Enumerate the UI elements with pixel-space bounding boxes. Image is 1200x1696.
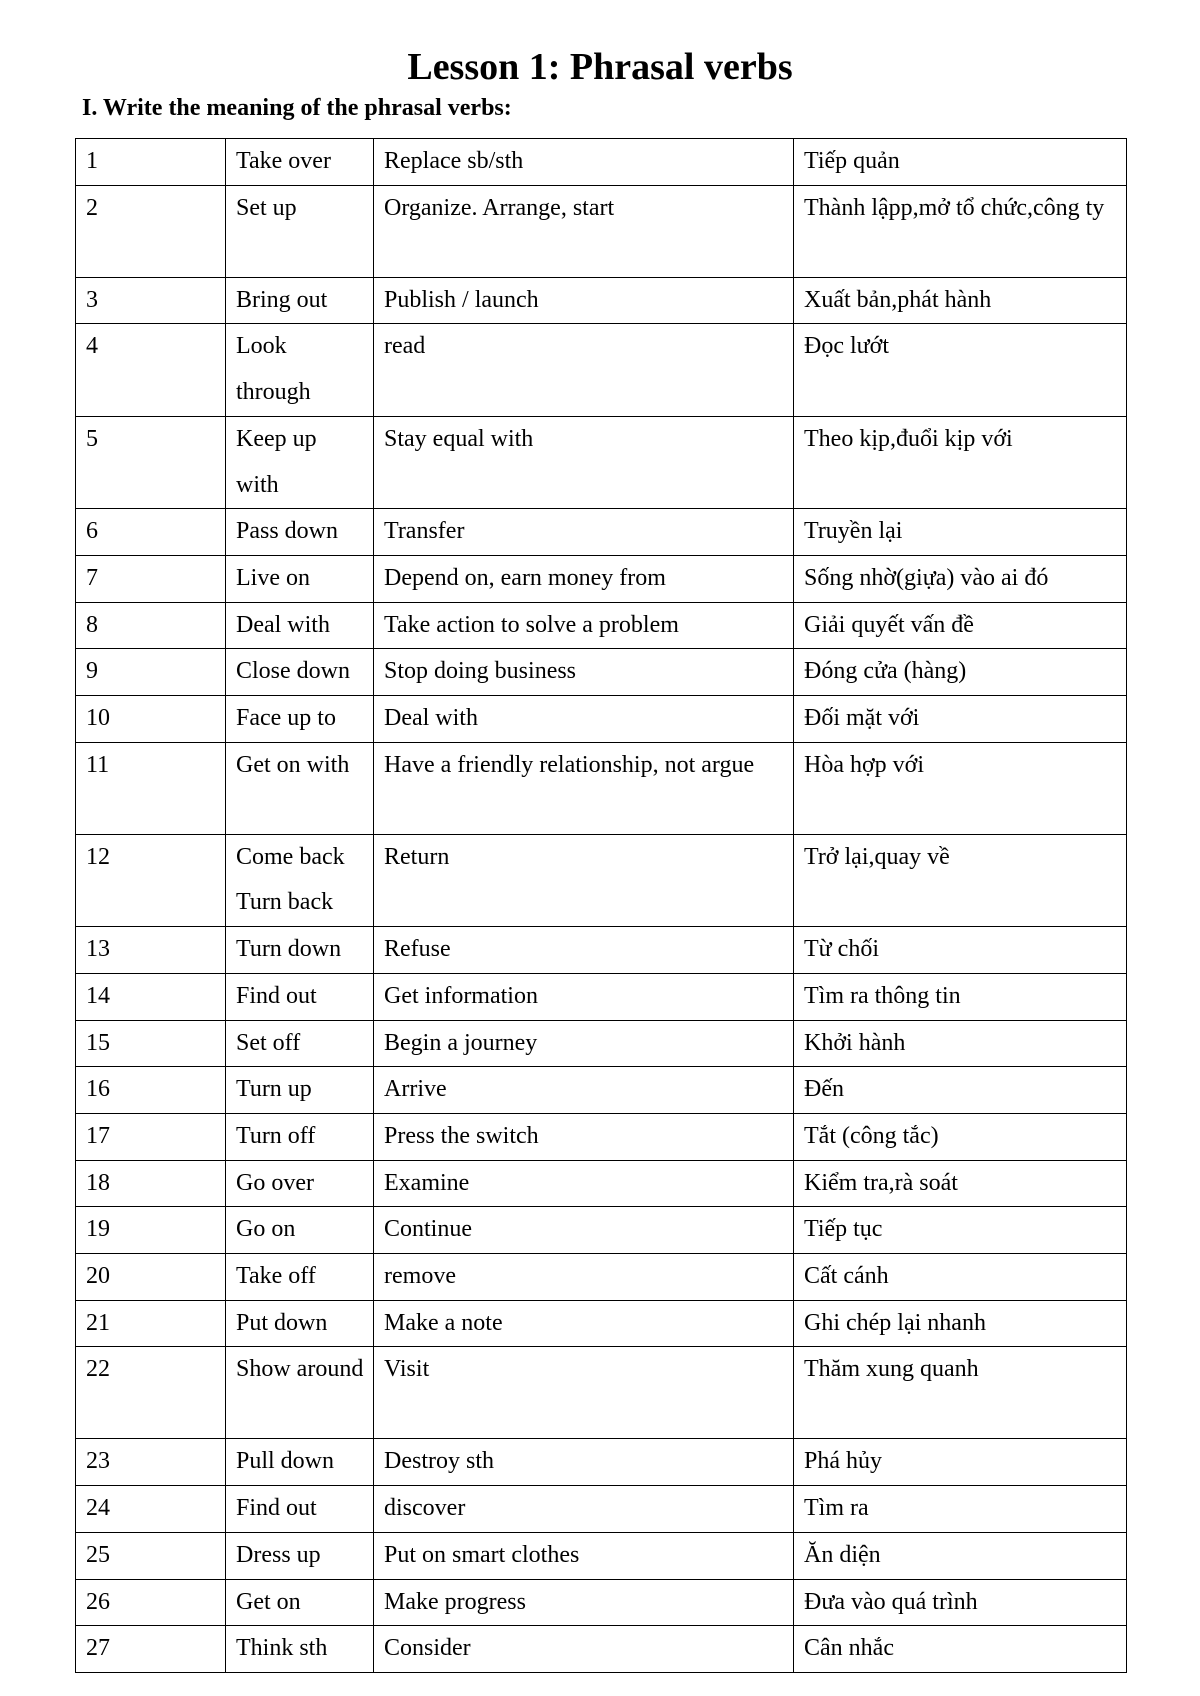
table-row bbox=[76, 277, 1127, 324]
table-row bbox=[76, 1579, 1127, 1626]
row-number-cell: 4 bbox=[76, 324, 226, 416]
vietnamese-meaning-cell: Tiếp quản bbox=[794, 139, 1127, 186]
table-row bbox=[76, 1067, 1127, 1114]
row-number-cell: 10 bbox=[76, 696, 226, 743]
table-row bbox=[76, 649, 1127, 696]
vietnamese-meaning-cell: Thăm xung quanh bbox=[794, 1347, 1127, 1439]
row-number-cell: 7 bbox=[76, 555, 226, 602]
english-definition-cell: Have a friendly relationship, not argue bbox=[374, 742, 794, 834]
english-definition-cell: Replace sb/sth bbox=[374, 139, 794, 186]
row-number-cell: 14 bbox=[76, 973, 226, 1020]
vietnamese-meaning-cell: Trở lại,quay về bbox=[794, 834, 1127, 926]
table-row bbox=[76, 1020, 1127, 1067]
english-definition-cell: Depend on, earn money from bbox=[374, 555, 794, 602]
vietnamese-meaning-cell: Ghi chép lại nhanh bbox=[794, 1300, 1127, 1347]
phrasal-verb-cell: Take off bbox=[226, 1254, 374, 1301]
table-row bbox=[76, 185, 1127, 277]
row-number-cell: 17 bbox=[76, 1113, 226, 1160]
phrasal-verb-cell: Live on bbox=[226, 555, 374, 602]
english-definition-cell: Consider bbox=[374, 1626, 794, 1673]
row-number-cell: 24 bbox=[76, 1486, 226, 1533]
phrasal-verb-cell: Set off bbox=[226, 1020, 374, 1067]
row-number-cell: 21 bbox=[76, 1300, 226, 1347]
phrasal-verb-cell: Turn off bbox=[226, 1113, 374, 1160]
table-row bbox=[76, 834, 1127, 926]
phrasal-verb-cell: Deal with bbox=[226, 602, 374, 649]
phrasal-verb-cell: Keep up with bbox=[226, 416, 374, 508]
english-definition-cell: Publish / launch bbox=[374, 277, 794, 324]
english-definition-cell: Stop doing business bbox=[374, 649, 794, 696]
vietnamese-meaning-cell: Đưa vào quá trình bbox=[794, 1579, 1127, 1626]
phrasal-verb-cell: Set up bbox=[226, 185, 374, 277]
table-row bbox=[76, 602, 1127, 649]
row-number-cell: 5 bbox=[76, 416, 226, 508]
phrasal-verb-cell: Get on bbox=[226, 1579, 374, 1626]
row-number-cell: 2 bbox=[76, 185, 226, 277]
phrasal-verb-cell: Find out bbox=[226, 1486, 374, 1533]
table-row bbox=[76, 696, 1127, 743]
vietnamese-meaning-cell: Cất cánh bbox=[794, 1254, 1127, 1301]
phrasal-verb-cell: Take over bbox=[226, 139, 374, 186]
row-number-cell: 8 bbox=[76, 602, 226, 649]
phrasal-verb-cell: Dress up bbox=[226, 1532, 374, 1579]
row-number-cell: 9 bbox=[76, 649, 226, 696]
english-definition-cell: Destroy sth bbox=[374, 1439, 794, 1486]
table-row bbox=[76, 1626, 1127, 1673]
table-row bbox=[76, 139, 1127, 186]
row-number-cell: 16 bbox=[76, 1067, 226, 1114]
vietnamese-meaning-cell: Khởi hành bbox=[794, 1020, 1127, 1067]
english-definition-cell: remove bbox=[374, 1254, 794, 1301]
english-definition-cell: Make progress bbox=[374, 1579, 794, 1626]
vietnamese-meaning-cell: Sống nhờ(giựa) vào ai đó bbox=[794, 555, 1127, 602]
vietnamese-meaning-cell: Thành lậpp,mở tổ chức,công ty bbox=[794, 185, 1127, 277]
english-definition-cell: discover bbox=[374, 1486, 794, 1533]
row-number-cell: 3 bbox=[76, 277, 226, 324]
vietnamese-meaning-cell: Kiểm tra,rà soát bbox=[794, 1160, 1127, 1207]
table-row bbox=[76, 742, 1127, 834]
phrasal-verb-cell: Go over bbox=[226, 1160, 374, 1207]
vietnamese-meaning-cell: Từ chối bbox=[794, 927, 1127, 974]
phrasal-verb-cell: Turn down bbox=[226, 927, 374, 974]
table-row bbox=[76, 973, 1127, 1020]
vietnamese-meaning-cell: Tiếp tục bbox=[794, 1207, 1127, 1254]
vietnamese-meaning-cell: Giải quyết vấn đề bbox=[794, 602, 1127, 649]
row-number-cell: 11 bbox=[76, 742, 226, 834]
english-definition-cell: Press the switch bbox=[374, 1113, 794, 1160]
row-number-cell: 27 bbox=[76, 1626, 226, 1673]
english-definition-cell: Put on smart clothes bbox=[374, 1532, 794, 1579]
phrasal-verb-cell: Close down bbox=[226, 649, 374, 696]
row-number-cell: 1 bbox=[76, 139, 226, 186]
table-body bbox=[76, 139, 1127, 1673]
phrasal-verb-cell: Turn up bbox=[226, 1067, 374, 1114]
table-row bbox=[76, 555, 1127, 602]
english-definition-cell: read bbox=[374, 324, 794, 416]
phrasal-verb-cell: Look through bbox=[226, 324, 374, 416]
phrasal-verb-cell: Pass down bbox=[226, 509, 374, 556]
table-row bbox=[76, 927, 1127, 974]
english-definition-cell: Take action to solve a problem bbox=[374, 602, 794, 649]
phrasal-verb-cell: Pull down bbox=[226, 1439, 374, 1486]
row-number-cell: 19 bbox=[76, 1207, 226, 1254]
table-row bbox=[76, 1254, 1127, 1301]
english-definition-cell: Organize. Arrange, start bbox=[374, 185, 794, 277]
phrasal-verb-cell: Think sth bbox=[226, 1626, 374, 1673]
phrasal-verbs-table bbox=[75, 138, 1127, 1673]
vietnamese-meaning-cell: Phá hủy bbox=[794, 1439, 1127, 1486]
english-definition-cell: Continue bbox=[374, 1207, 794, 1254]
table-row bbox=[76, 1160, 1127, 1207]
table-row bbox=[76, 324, 1127, 416]
english-definition-cell: Transfer bbox=[374, 509, 794, 556]
table-row bbox=[76, 1300, 1127, 1347]
phrasal-verb-cell: Get on with bbox=[226, 742, 374, 834]
english-definition-cell: Arrive bbox=[374, 1067, 794, 1114]
vietnamese-meaning-cell: Hòa hợp với bbox=[794, 742, 1127, 834]
table-row bbox=[76, 1486, 1127, 1533]
vietnamese-meaning-cell: Cân nhắc bbox=[794, 1626, 1127, 1673]
vietnamese-meaning-cell: Đóng cửa (hàng) bbox=[794, 649, 1127, 696]
phrasal-verb-cell: Go on bbox=[226, 1207, 374, 1254]
row-number-cell: 12 bbox=[76, 834, 226, 926]
phrasal-verb-cell: Find out bbox=[226, 973, 374, 1020]
english-definition-cell: Refuse bbox=[374, 927, 794, 974]
row-number-cell: 22 bbox=[76, 1347, 226, 1439]
phrasal-verb-cell: Bring out bbox=[226, 277, 374, 324]
english-definition-cell: Examine bbox=[374, 1160, 794, 1207]
vietnamese-meaning-cell: Ăn diện bbox=[794, 1532, 1127, 1579]
row-number-cell: 6 bbox=[76, 509, 226, 556]
row-number-cell: 25 bbox=[76, 1532, 226, 1579]
table-row bbox=[76, 416, 1127, 508]
table-row bbox=[76, 1532, 1127, 1579]
vietnamese-meaning-cell: Tìm ra thông tin bbox=[794, 973, 1127, 1020]
table-row bbox=[76, 1207, 1127, 1254]
phrasal-verb-cell: Put down bbox=[226, 1300, 374, 1347]
english-definition-cell: Begin a journey bbox=[374, 1020, 794, 1067]
table-row bbox=[76, 509, 1127, 556]
phrasal-verb-cell: Come back Turn back bbox=[226, 834, 374, 926]
row-number-cell: 23 bbox=[76, 1439, 226, 1486]
english-definition-cell: Make a note bbox=[374, 1300, 794, 1347]
page-title: Lesson 1: Phrasal verbs bbox=[407, 46, 793, 88]
phrasal-verb-cell: Face up to bbox=[226, 696, 374, 743]
vietnamese-meaning-cell: Truyền lại bbox=[794, 509, 1127, 556]
vietnamese-meaning-cell: Xuất bản,phát hành bbox=[794, 277, 1127, 324]
phrasal-verb-cell: Show around bbox=[226, 1347, 374, 1439]
row-number-cell: 15 bbox=[76, 1020, 226, 1067]
english-definition-cell: Stay equal with bbox=[374, 416, 794, 508]
table-row bbox=[76, 1439, 1127, 1486]
table-row bbox=[76, 1113, 1127, 1160]
vietnamese-meaning-cell: Đối mặt với bbox=[794, 696, 1127, 743]
vietnamese-meaning-cell: Tìm ra bbox=[794, 1486, 1127, 1533]
english-definition-cell: Visit bbox=[374, 1347, 794, 1439]
table-row bbox=[76, 1347, 1127, 1439]
vietnamese-meaning-cell: Đọc lướt bbox=[794, 324, 1127, 416]
vietnamese-meaning-cell: Theo kịp,đuổi kịp với bbox=[794, 416, 1127, 508]
english-definition-cell: Deal with bbox=[374, 696, 794, 743]
row-number-cell: 26 bbox=[76, 1579, 226, 1626]
english-definition-cell: Return bbox=[374, 834, 794, 926]
vietnamese-meaning-cell: Đến bbox=[794, 1067, 1127, 1114]
exercise-instruction: I. Write the meaning of the phrasal verbs: bbox=[82, 95, 512, 121]
row-number-cell: 18 bbox=[76, 1160, 226, 1207]
row-number-cell: 20 bbox=[76, 1254, 226, 1301]
vietnamese-meaning-cell: Tắt (công tắc) bbox=[794, 1113, 1127, 1160]
english-definition-cell: Get information bbox=[374, 973, 794, 1020]
row-number-cell: 13 bbox=[76, 927, 226, 974]
